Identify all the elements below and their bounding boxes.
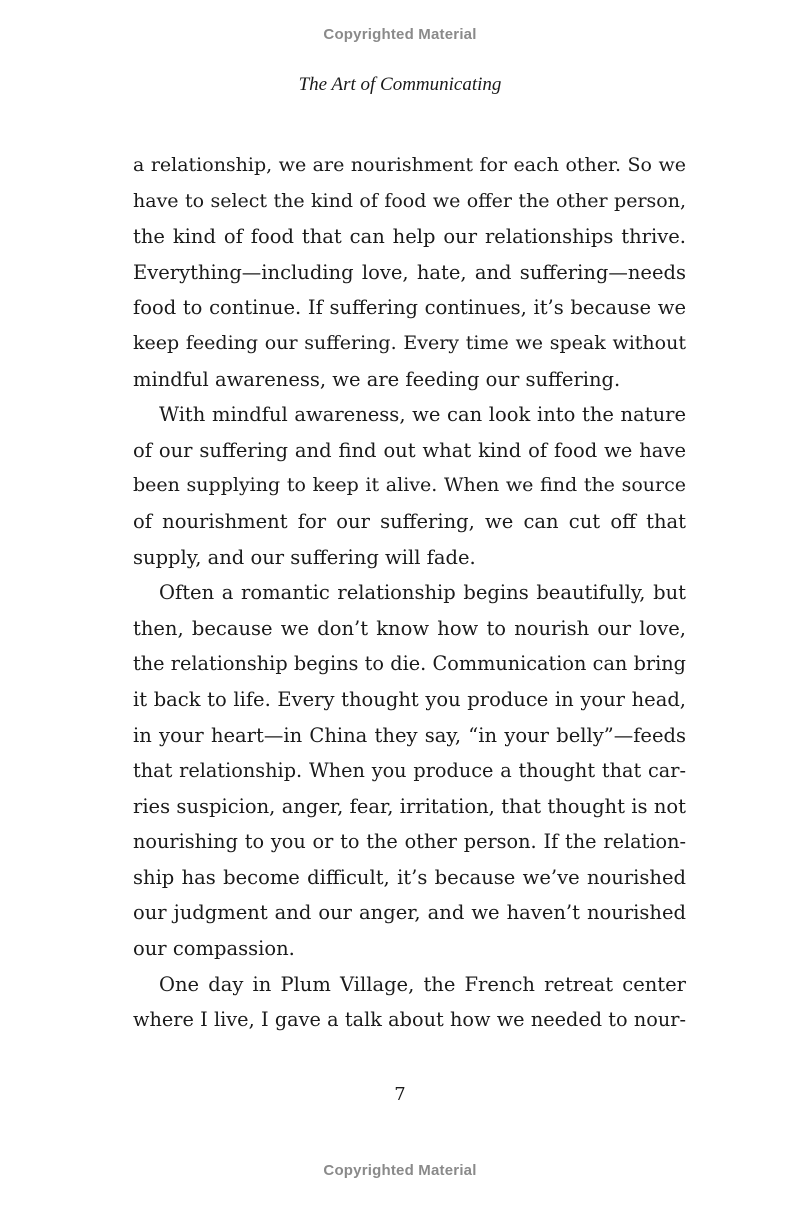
copyright-watermark-top: Copyrighted Material — [323, 26, 477, 43]
text-line: With mindful awareness, we can look into the nature — [159, 403, 686, 427]
text-line: the kind of food that can help our relationships thrive. — [133, 225, 686, 249]
text-line: supply, and our suffering will fade. — [133, 545, 476, 569]
copyright-watermark-bottom: Copyrighted Material — [323, 1162, 477, 1179]
body-text — [133, 148, 686, 1038]
text-line: in your heart—in China they say, “in your belly”—feeds — [133, 723, 686, 747]
running-head: The Art of Communicating — [298, 74, 502, 95]
text-line: been supplying to keep it alive. When we find the source — [133, 474, 686, 497]
text-line: then, because we don’t know how to nourish our love, — [133, 616, 686, 640]
text-line: where I live, I gave a talk about how we needed to nour- — [133, 1008, 686, 1032]
text-line: that relationship. When you produce a thought that car- — [133, 759, 686, 783]
text-line: the relationship begins to die. Communication can bring — [133, 652, 686, 676]
text-line: ries suspicion, anger, fear, irritation, that thought is not — [133, 794, 686, 818]
text-line: nourishing to you or to the other person. If the relation- — [133, 830, 686, 854]
text-line: it back to life. Every thought you produce in your head, — [133, 687, 686, 711]
text-line: food to continue. If suffering continues, it’s because we — [133, 296, 686, 320]
text-line: ship has become difficult, it’s because we’ve nourished — [133, 865, 686, 889]
text-line: mindful awareness, we are feeding our suffering. — [133, 367, 621, 391]
text-line: have to select the kind of food we offer the other person, — [133, 189, 686, 212]
text-line: our judgment and our anger, and we haven’t nourished — [133, 901, 686, 925]
text-line: of our suffering and find out what kind of food we have — [133, 438, 686, 462]
text-line: keep feeding our suffering. Every time we speak without — [133, 331, 686, 354]
text-line: our compassion. — [133, 937, 295, 961]
text-line: a relationship, we are nourishment for each other. So we — [133, 154, 686, 176]
text-line: Everything—including love, hate, and suffering—needs — [133, 260, 686, 284]
text-line: Often a romantic relationship begins beautifully, but — [159, 581, 686, 605]
text-line: of nourishment for our suffering, we can cut off that — [133, 509, 686, 533]
text-line: One day in Plum Village, the French retreat center — [159, 972, 686, 996]
page-number: 7 — [394, 1084, 406, 1105]
